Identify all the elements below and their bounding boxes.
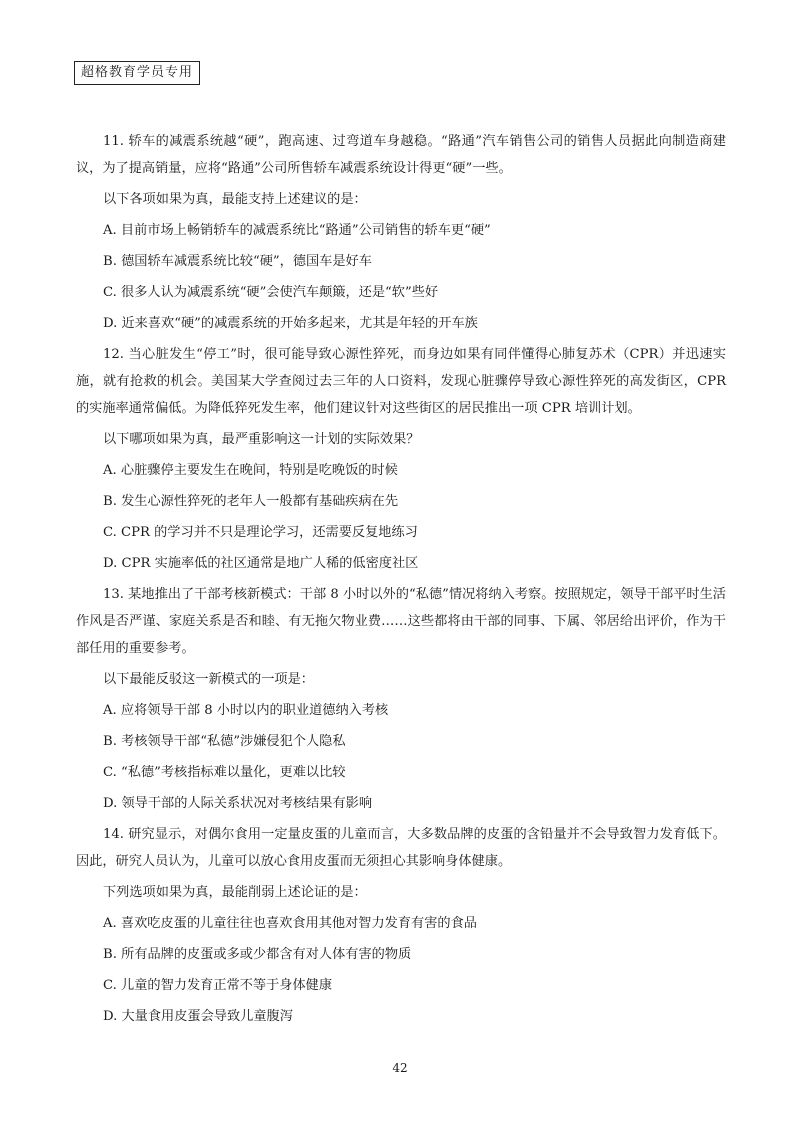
option-b: B. 考核领导干部“私德”涉嫌侵犯个人隐私 [103,734,346,749]
option-d: D. 大量食用皮蛋会导致儿童腹泻 [103,1009,293,1024]
question-list [76,128,726,1034]
question-stem: 14. 研究显示，对偶尔食用一定量皮蛋的儿童而言，大多数品牌的皮蛋的含铅量并不会导致智力发育低下。因此，研究人员认为，儿童可以放心食用皮蛋而无须担心其影响身体健康。 [76,827,726,869]
option-c: C. CPR 的学习并不只是理论学习，还需要反复地练习 [103,525,418,540]
question-stem: 12. 当心脏发生“停工”时，很可能导致心源性猝死，而身边如果有同伴懂得心肺复苏术（CPR）并迅速实施，就有抢救的机会。美国某大学查阅过去三年的人口资料，发现心脏骤停导致心源性猝死的高发街区，CPR 的实施率通常偏低。为降低猝死发生率，他们建议针对这些街区的居民推出一项 CPR 培训计划。 [76,347,726,416]
header-label: 超格教育学员专用 [81,65,194,80]
option-c: C. 儿童的智力发育正常不等于身体健康 [103,978,333,993]
option-b: B. 发生心源性猝死的老年人一般都有基础疾病在先 [103,494,399,509]
option-c: C. “私德”考核指标难以量化，更难以比较 [103,765,346,780]
question-prompt: 以下各项如果为真，最能支持上述建议的是： [103,192,367,207]
option-b: B. 所有品牌的皮蛋或多或少都含有对人体有害的物质 [103,947,412,962]
question-14 [76,821,726,1034]
question-13 [76,581,726,821]
question-prompt: 下列选项如果为真，最能削弱上述论证的是： [103,885,367,900]
option-d: D. 领导干部的人际关系状况对考核结果有影响 [103,796,373,811]
option-b: B. 德国轿车减震系统比较“硬”，德国车是好车 [103,254,372,269]
option-c: C. 很多人认为减震系统“硬”会使汽车颠簸，还是“软”些好 [103,285,439,300]
question-11 [76,128,726,341]
question-12 [76,341,726,581]
option-a: A. 心脏骤停主要发生在晚间，特别是吃晚饭的时候 [103,463,398,478]
option-d: D. 近来喜欢“硬”的减震系统的开始多起来，尤其是年轻的开车族 [103,316,478,331]
question-prompt: 以下最能反驳这一新模式的一项是： [103,672,314,687]
header-label-box [74,61,200,85]
option-d: D. CPR 实施率低的社区通常是地广人稀的低密度社区 [103,556,419,571]
question-stem: 11. 轿车的减震系统越“硬”，跑高速、过弯道车身越稳。“路通”汽车销售公司的销售人员据此向制造商建议，为了提高销量，应将“路通”公司所售轿车减震系统设计得更“硬”一些。 [76,134,726,176]
question-stem: 13. 某地推出了干部考核新模式：干部 8 小时以外的“私德”情况将纳入考察。按照规定，领导干部平时生活作风是否严谨、家庭关系是否和睦、有无拖欠物业费……这些都将由干部的同事、下属、邻居给出评价，作为干部任用的重要参考。 [76,587,726,656]
question-prompt: 以下哪项如果为真，最严重影响这一计划的实际效果？ [103,432,420,447]
page-number: 42 [392,1061,408,1075]
option-a: A. 目前市场上畅销轿车的减震系统比“路通”公司销售的轿车更“硬” [103,223,491,238]
option-a: A. 应将领导干部 8 小时以内的职业道德纳入考核 [103,703,389,718]
option-a: A. 喜欢吃皮蛋的儿童往往也喜欢食用其他对智力发育有害的食品 [103,916,477,931]
